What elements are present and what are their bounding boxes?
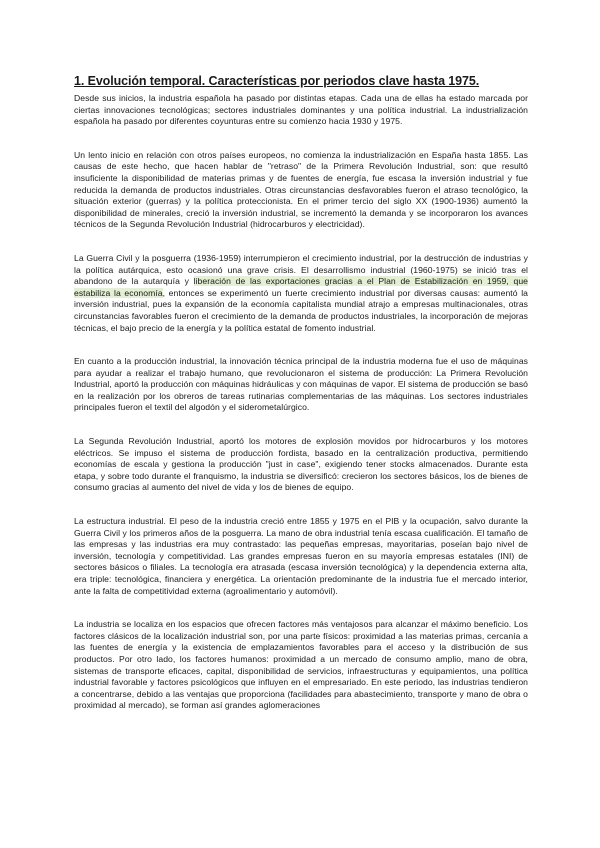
paragraph-production: En cuanto a la producción industrial, la innovación técnica principal de la industria moderna fue el uso de máquinas para ayudar a realizar el trabajo humano, que revolucionaron el sistema de producción: La Primera Revolución Industrial, aportó la producción con máquinas hidráulicas y con máquinas de vapor. El sistema de producción se basó en la realización por los obreros de tareas rutinarias complementarias de las máquinas. Los sectores industriales principales fueron el textil del algodón y el siderometalúrgico.	[74, 356, 528, 413]
highlighted-text: liberación de las exportaciones gracias a el Plan de Estabilización en 1959, que estabiliza la economía	[74, 276, 528, 298]
paragraph-civil-war-before: La Guerra Civil y la posguerra (1936-1959) interrumpieron el crecimiento industrial, por la destrucción de industrias y la política autárquica, esto ocasionó una grave crisis. El desarrollismo industrial (1960-1975) se inició tras el abandono de la autarquía y	[74, 252, 528, 287]
paragraph-second-revolution: La Segunda Revolución Industrial, aportó los motores de explosión movidos por hidrocarburos y los motores eléctricos. Se impuso el sistema de producción fordista, basado en la centralización productiva, permitiendo economías de escala y gestiona la producción "just in case", exigiendo tener stocks almacenados. Durante esta etapa, y sobre todo durante el franquismo, la industria se diversificó: crecieron los sectores básicos, los de bienes de consumo gracias al aumento del nivel de vida y los de bienes de equipo.	[74, 436, 528, 493]
section-title: 1. Evolución temporal. Características por periodos clave hasta 1975.	[74, 74, 480, 88]
paragraph-civil-war-after: , entonces se experimentó un fuerte crecimiento industrial por diversas causas: aumentó la inversión industrial, pues la expansión de la economía capitalista mundial atrajo a empresas multinacionales, otras circunstancias favorables fueron el crecimiento de la demanda de productos industriales, la incorporación de mejoras técnicas, el bajo precio de la energía y la política estatal de fomento industrial.	[74, 287, 528, 333]
paragraph-structure: La estructura industrial. El peso de la industria creció entre 1855 y 1975 en el PIB y la ocupación, salvo durante la Guerra Civil y los primeros años de la posguerra. La mano de obra industrial tenía escasa cualificación. El tamaño de las empresas y las industrias era muy contrastado: las pequeñas empresas, mayoritarias, poseían bajo nivel de inversión, tecnología y competitividad. Las grandes empresas fueron en su mayoría empresas estatales (INI) de sectores básicos o filiales. La tecnología era atrasada (escasa inversión tecnológica) y la dependencia externa alta, era triple: tecnológica, financiera y energética. La orientación predominante de la industria fue el mercado interior, ante la falta de competitividad externa (agroalimentario y automóvil).	[74, 516, 528, 596]
paragraph-intro: Desde sus inicios, la industria española ha pasado por distintas etapas. Cada una de ellas ha estado marcada por ciertas innovaciones tecnológicas; sectores industriales dominantes y una política industrial. La industrialización española ha pasado por diferentes coyunturas entre su comienzo hacia 1930 y 1975.	[74, 93, 528, 127]
paragraph-location: La industria se localiza en los espacios que ofrecen factores más ventajosos para alcanzar el máximo beneficio. Los factores clásicos de la localización industrial son, por una parte físicos: proximidad a las materias primas, cercanía a las fuentes de energía y la existencia de emplazamientos favorables para el acceso y la distribución de sus productos. Por otro lado, los factores humanos: proximidad a un mercado de consumo amplio, mano de obra, sistemas de transporte eficaces, capital, disponibilidad de servicios, infraestructuras y equipamientos, una política industrial favorable y factores psicológicos que influyen en el empresariado. En este periodo, las industrias tendieron a concentrarse, debido a las ventajas que proporciona (facilidades para abastecimiento, transporte y mano de obra o proximidad al mercado), se forman así grandes aglomeraciones	[74, 619, 528, 711]
paragraph-slow-start: Un lento inicio en relación con otros países europeos, no comienza la industrialización en España hasta 1855. Las causas de este hecho, que hacen hablar de "retraso" de la Primera Revolución Industrial, son: que resultó insuficiente la disponibilidad de materias primas y de fuentes de energía, fue escasa la inversión industrial y fue reducida la demanda de productos industriales. Otras circunstancias desfavorables fueron el atraso tecnológico, la situación exterior (guerras) y la política proteccionista. En el primer tercio del siglo XX (1900-1936) aumentó la disponibilidad de minerales, creció la inversión industrial, se incrementó la demanda y se incorporaron los avances técnicos de la Segunda Revolución Industrial (hidrocarburos y electricidad).	[74, 149, 528, 230]
paragraph-civil-war	[74, 253, 528, 334]
document-page	[74, 74, 528, 734]
